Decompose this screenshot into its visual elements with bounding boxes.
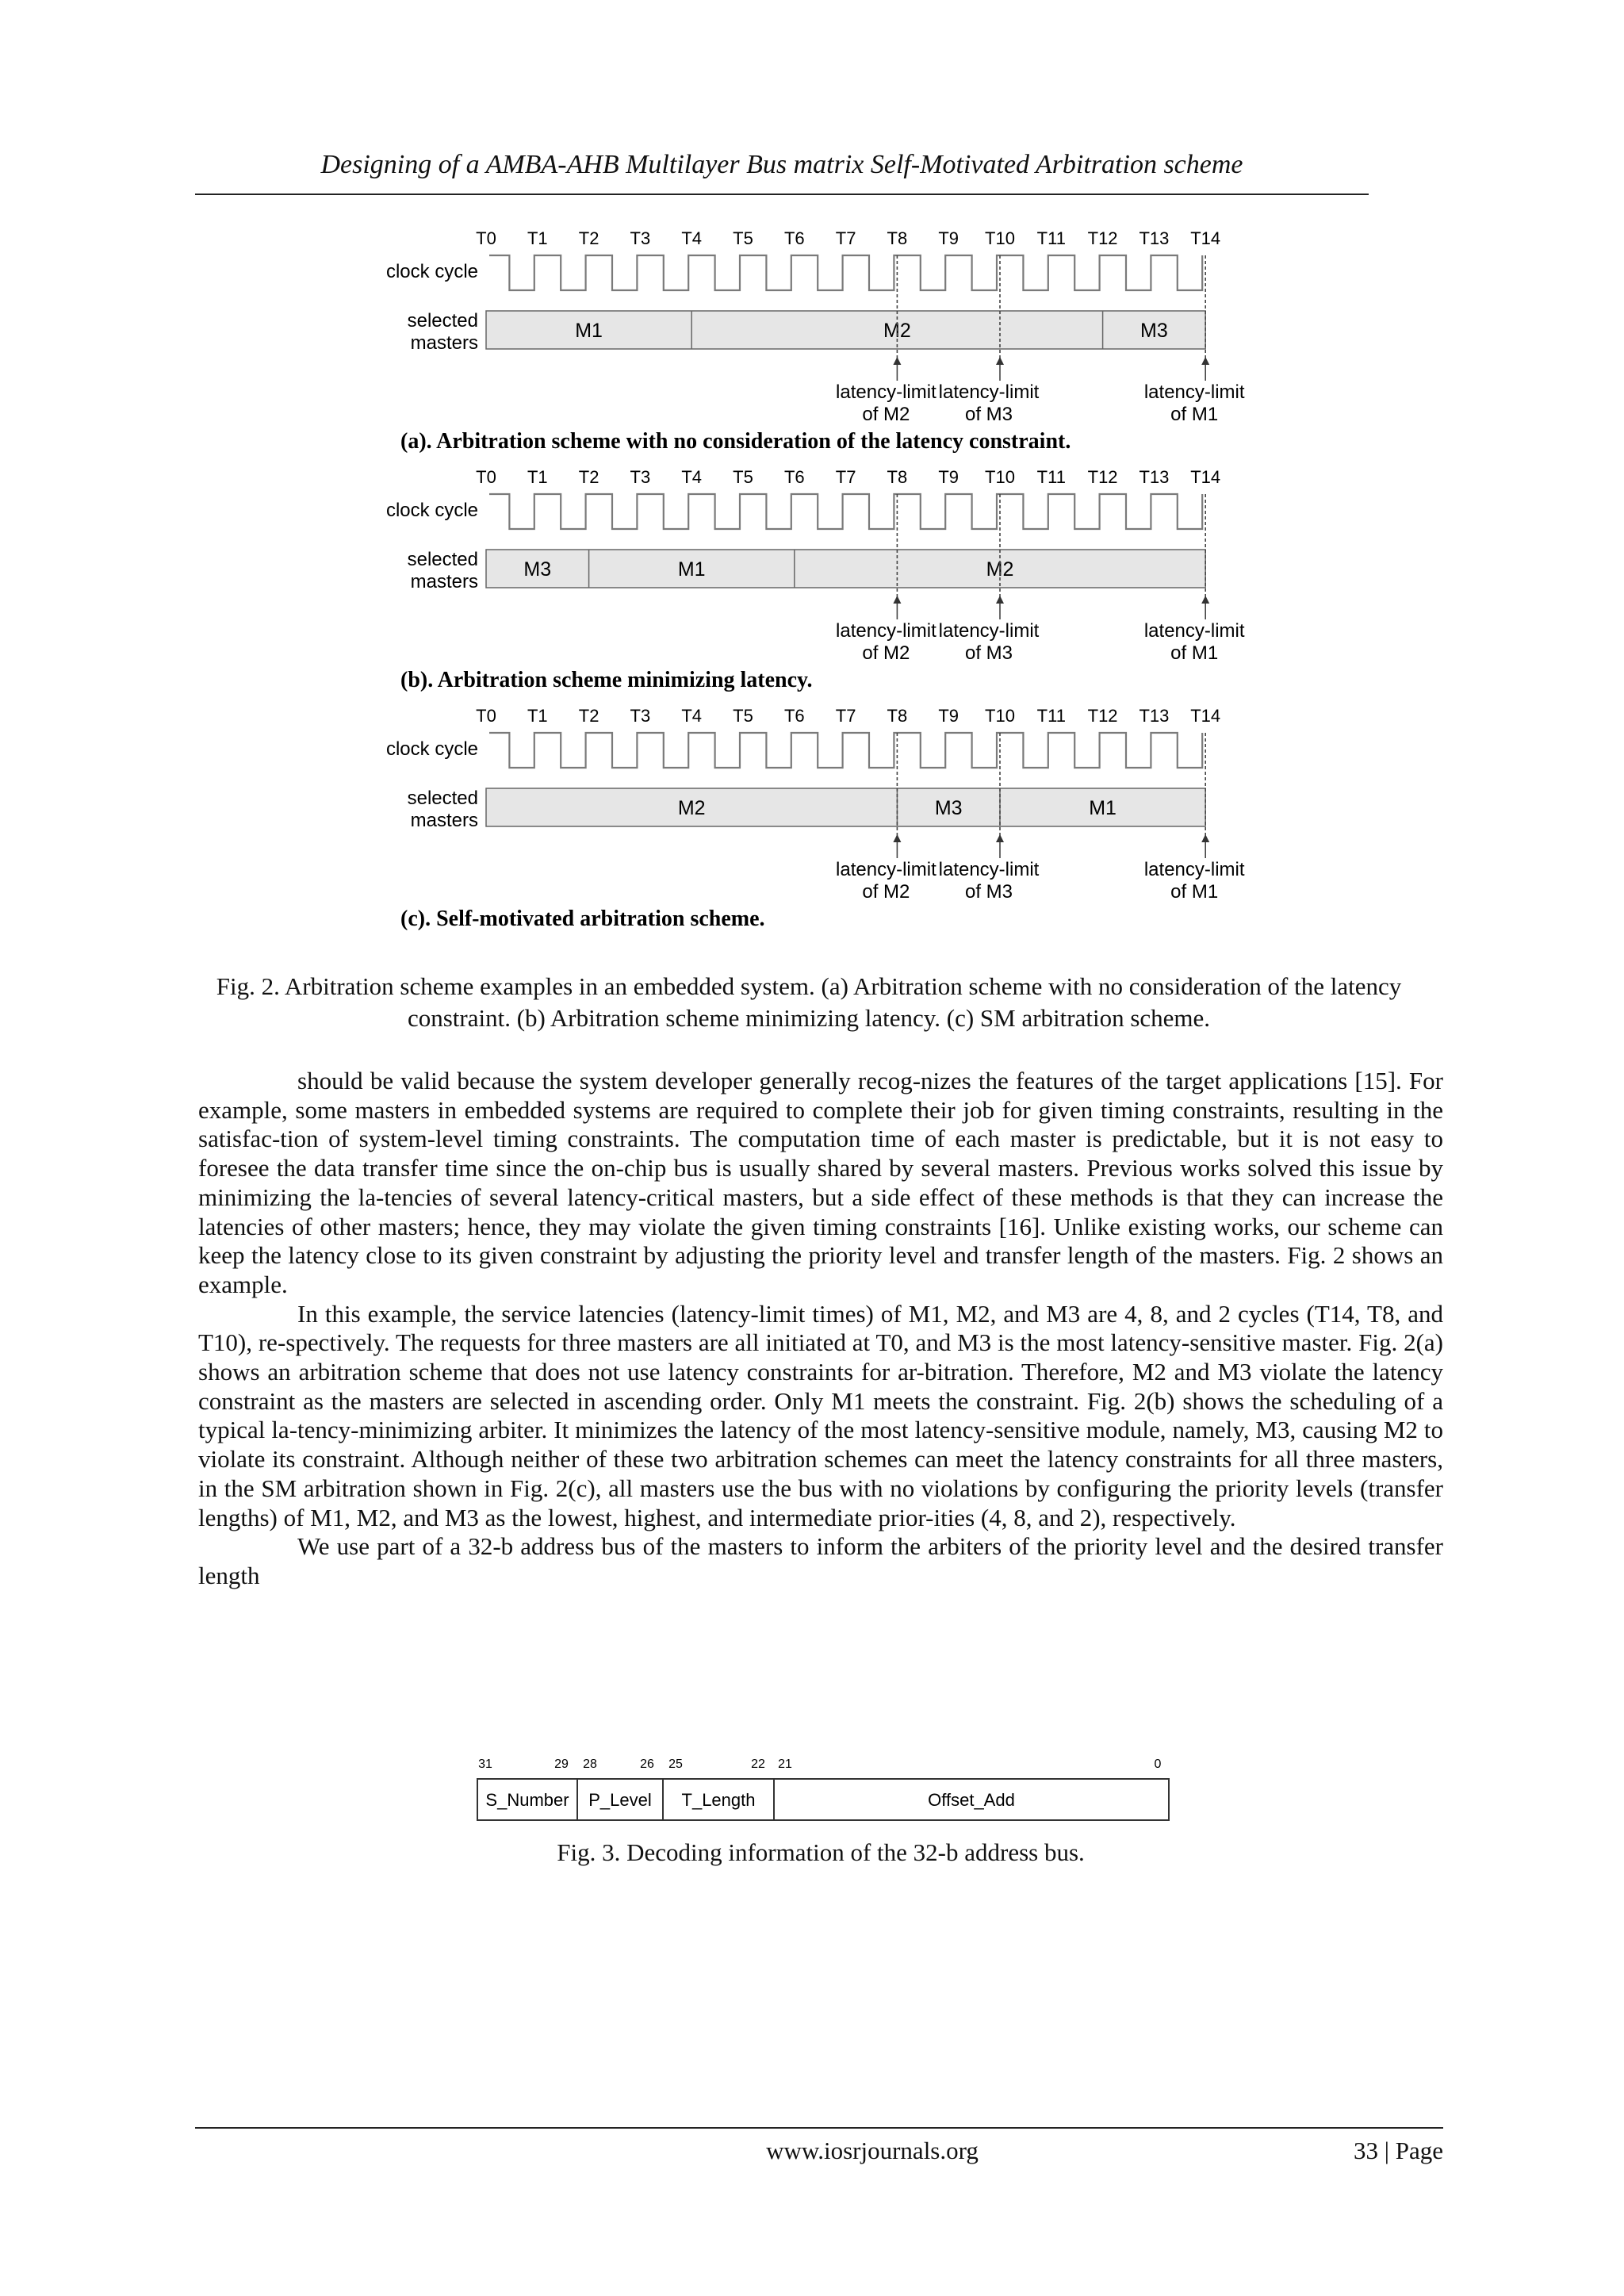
bit-index-label: 29 [554,1757,569,1771]
latency-limit-label: of M1 [1170,881,1219,903]
master-segment-label: M1 [1089,797,1116,819]
selected-masters-label: selected [407,788,478,809]
bit-index-label: 21 [778,1757,792,1771]
bit-index-label: 26 [640,1757,654,1771]
clock-tick-label: T2 [578,467,599,487]
running-header: Designing of a AMBA-AHB Multilayer Bus matrix Self-Motivated Arbitration scheme [195,136,1369,195]
clock-tick-label: T13 [1139,706,1170,726]
clock-tick-label: T5 [733,228,753,248]
latency-limit-label: latency-limit [1143,381,1245,403]
figure-2-caption: Fig. 2. Arbitration scheme examples in an embedded system. (a) Arbitration scheme with no consideration of the latency constraint. (b) Arbitration scheme minimizing latency. (c) SM arbitration scheme. [216,972,1402,1032]
clock-tick-label: T11 [1036,706,1066,726]
latency-limit-label: latency-limit [938,620,1040,642]
clock-waveform [489,494,1202,529]
clock-tick-label: T0 [476,228,496,248]
arrow-up-icon [996,596,1004,604]
clock-tick-label: T14 [1190,228,1221,248]
clock-tick-label: T4 [681,228,703,248]
clock-tick-label: T10 [985,228,1015,248]
clock-tick-label: T4 [681,467,703,487]
selected-masters-label: masters [410,571,478,592]
panel-caption: (b). Arbitration scheme minimizing latency. [400,668,813,692]
panel-caption: (c). Self-motivated arbitration scheme. [400,907,765,931]
master-bar [486,550,1205,588]
master-segment-label: M3 [1140,320,1168,342]
clock-tick-label: T8 [887,467,908,487]
clock-cycle-label: clock cycle [385,500,478,521]
master-segment-label: M1 [575,320,603,342]
bit-field-label: T_Length [681,1790,756,1810]
latency-limit-label: of M3 [964,642,1013,664]
clock-tick-label: T7 [835,228,856,248]
master-segment-label: M3 [934,797,963,819]
selected-masters-label: selected [407,310,478,332]
bit-index-label: 25 [668,1757,683,1771]
clock-tick-label: T6 [783,467,805,487]
bit-index-label: 22 [751,1757,765,1771]
bit-index-label: 0 [1154,1757,1162,1771]
clock-tick-label: T3 [630,706,651,726]
selected-masters-label: masters [410,332,478,354]
arrow-up-icon [996,834,1004,842]
clock-tick-label: T12 [1087,706,1118,726]
clock-tick-label: T0 [476,706,496,726]
latency-limit-label: of M3 [964,404,1013,425]
clock-tick-label: T12 [1087,467,1118,487]
latency-limit-label: latency-limit [1143,620,1245,642]
address-bus-svg [474,1749,1172,1836]
bit-field-label: S_Number [485,1790,569,1810]
clock-waveform [489,733,1202,768]
clock-cycle-label: clock cycle [385,738,478,760]
bit-field-label: P_Level [588,1790,652,1810]
arrow-up-icon [893,596,901,604]
latency-limit-label: latency-limit [836,620,936,642]
clock-tick-label: T2 [578,706,599,726]
arrow-up-icon [893,834,901,842]
clock-tick-label: T9 [938,467,959,487]
master-segment-label: M2 [883,320,911,342]
paragraph: should be valid because the system developer generally recog-nizes the features of the target applications [15]. For example, some masters in embedded systems are required to complete their job for given timing constraints, resulting in the satisfac-tion of system-level timing constraints. The computation time of each master is predictable, but it is not easy to foresee the data transfer time since the on-chip bus is usually shared by several masters. Previous works solved this issue by minimizing the la-tencies of several latency-critical masters, but a side effect of these methods is that they can increase the latencies of other masters; hence, they may violate the given timing constraints [16]. Unlike existing works, our scheme can keep the latency close to its given constraint by adjusting the priority level and transfer length of the masters. Fig. 2 shows an example. [198,1067,1443,1298]
latency-limit-label: of M1 [1170,404,1219,425]
arrow-up-icon [1201,596,1209,604]
clock-tick-label: T9 [938,706,959,726]
clock-tick-label: T11 [1036,228,1066,248]
latency-limit-label: of M3 [964,881,1013,903]
body-text [198,1067,1443,1591]
bit-index-label: 31 [478,1757,492,1771]
clock-tick-label: T5 [733,467,753,487]
arrow-up-icon [1201,357,1209,365]
address-bus-box [477,1779,1169,1820]
clock-tick-label: T12 [1087,228,1118,248]
clock-tick-label: T13 [1139,228,1170,248]
selected-masters-label: masters [410,810,478,831]
arrow-up-icon [1201,834,1209,842]
figure-3-address-bus [474,1749,1172,1836]
latency-limit-label: of M2 [862,642,910,664]
figure-3-caption: Fig. 3. Decoding information of the 32-b address bus. [557,1838,1085,1866]
master-segment-label: M3 [523,558,552,581]
clock-tick-label: T7 [835,467,856,487]
latency-limit-label: latency-limit [836,381,936,403]
clock-tick-label: T7 [835,706,856,726]
arrow-up-icon [996,357,1004,365]
timing-diagram-svg [333,224,1300,953]
page-number: 33 | Page [1354,2137,1443,2164]
clock-tick-label: T1 [527,228,548,248]
clock-cycle-label: clock cycle [385,261,478,282]
clock-waveform [489,255,1202,290]
latency-limit-label: latency-limit [836,859,936,880]
clock-tick-label: T11 [1036,467,1066,487]
master-segment-label: M1 [677,558,706,581]
footer-url: www.iosrjournals.org [766,2137,979,2164]
clock-tick-label: T9 [938,228,959,248]
clock-tick-label: T3 [630,228,651,248]
arrow-up-icon [893,357,901,365]
clock-tick-label: T8 [887,228,908,248]
clock-tick-label: T0 [476,467,496,487]
selected-masters-label: selected [407,549,478,570]
clock-tick-label: T14 [1190,467,1221,487]
paragraph: We use part of a 32-b address bus of the masters to inform the arbiters of the priority level and the desired transfer length [198,1532,1443,1589]
clock-tick-label: T6 [783,228,805,248]
clock-tick-label: T10 [985,706,1015,726]
bit-field-label: Offset_Add [928,1790,1015,1810]
clock-tick-label: T5 [733,706,753,726]
clock-tick-label: T1 [527,706,548,726]
clock-tick-label: T6 [783,706,805,726]
latency-limit-label: latency-limit [938,859,1040,880]
master-segment-label: M2 [986,558,1014,581]
figure-2-timing-diagrams [333,224,1300,953]
clock-tick-label: T13 [1139,467,1170,487]
latency-limit-label: latency-limit [938,381,1040,403]
clock-tick-label: T4 [681,706,703,726]
master-segment-label: M2 [677,797,706,819]
clock-tick-label: T3 [630,467,651,487]
footer-rule [195,2127,1443,2129]
clock-tick-label: T2 [578,228,599,248]
latency-limit-label: latency-limit [1143,859,1245,880]
panel-caption: (a). Arbitration scheme with no consideration of the latency constraint. [400,429,1071,454]
latency-limit-label: of M1 [1170,642,1219,664]
clock-tick-label: T8 [887,706,908,726]
latency-limit-label: of M2 [862,881,910,903]
clock-tick-label: T10 [985,467,1015,487]
bit-index-label: 28 [583,1757,597,1771]
clock-tick-label: T14 [1190,706,1221,726]
latency-limit-label: of M2 [862,404,910,425]
paragraph: In this example, the service latencies (latency-limit times) of M1, M2, and M3 are 4, 8, and 2 cycles (T14, T8, and T10), re-spectively. The requests for three masters are all initiated at T0, and M3 is the most latency-sensitive master. Fig. 2(a) shows an arbitration scheme that does not use latency constraints for ar-bitration. Therefore, M2 and M3 violate the latency constraint as the masters are selected in ascending order. Only M1 meets the constraint. Fig. 2(b) shows the scheduling of a typical la-tency-minimizing arbiter. It minimizes the latency of the most latency-sensitive module, namely, M3, causing M2 to violate its constraint. Although neither of these two arbitration schemes can meet the latency constraints for all three masters, in the SM arbitration shown in Fig. 2(c), all masters use the bus with no violations by configuring the priority levels (transfer lengths) of M1, M2, and M3 as the lowest, highest, and intermediate prior-ities (4, 8, and 2), respectively. [198,1299,1443,1531]
clock-tick-label: T1 [527,467,548,487]
